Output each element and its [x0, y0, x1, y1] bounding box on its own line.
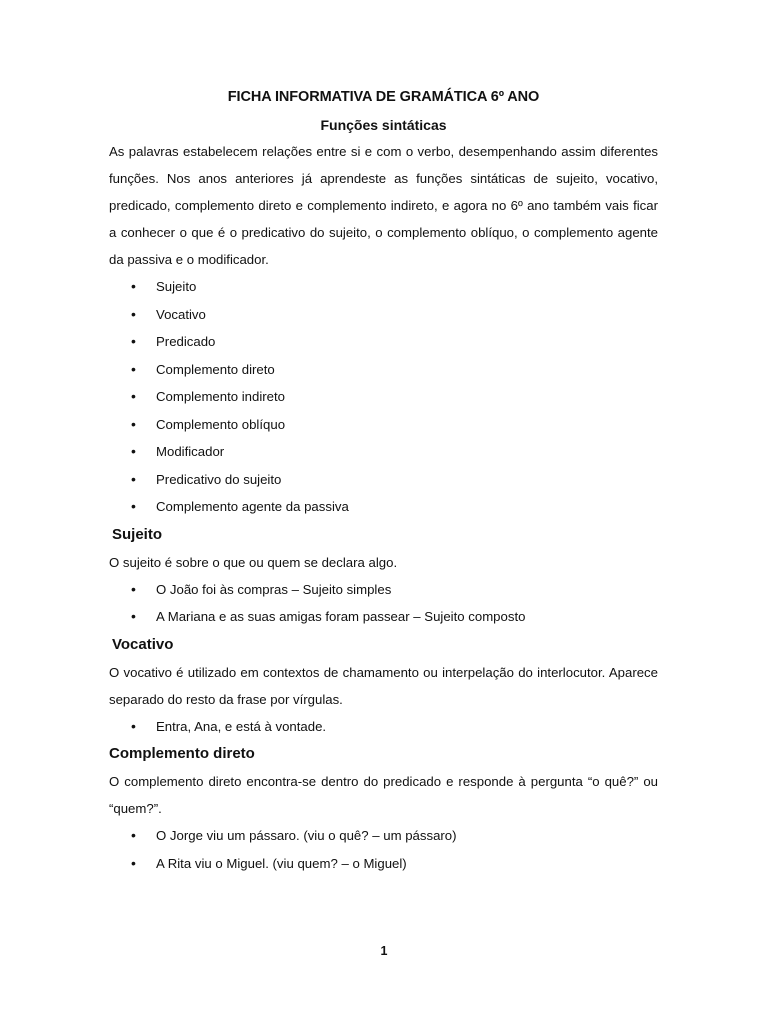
- list-item: • Sujeito: [109, 273, 658, 301]
- bullet-icon: •: [131, 388, 136, 404]
- list-item: • Complemento agente da passiva: [109, 493, 658, 521]
- complemento-direto-paragraph: O complemento direto encontra-se dentro do predicado e responde à pergunta “o quê?” ou “quem?”.: [109, 774, 658, 816]
- list-item: • A Rita viu o Miguel. (viu quem? – o Miguel): [109, 850, 658, 878]
- bullet-icon: •: [131, 443, 136, 459]
- intro-paragraph: As palavras estabelecem relações entre si e com o verbo, desempenhando assim diferentes funções. Nos anos anteriores já aprendeste as funções sintáticas de sujeito, vocativo, predicado, complemento direto e complemento indireto, e agora no 6º ano também vais ficar a conhecer o que é o predicativo do sujeito, o complemento oblíquo, o complemento agente da passiva e o modificador.: [109, 144, 658, 267]
- section-heading-complemento-direto: Complemento direto: [109, 745, 255, 762]
- section-heading-vocativo: Vocativo: [112, 635, 174, 653]
- list-item: • Modificador: [109, 438, 658, 466]
- bullet-icon: •: [131, 717, 136, 734]
- bullet-icon: •: [131, 278, 136, 294]
- complemento-direto-examples: [109, 822, 658, 877]
- page-number: 1: [380, 944, 388, 958]
- document-subtitle: Funções sintáticas: [320, 117, 447, 133]
- bullet-icon: •: [131, 415, 136, 432]
- list-item: • Complemento indireto: [109, 383, 658, 411]
- vocativo-paragraph: O vocativo é utilizado em contextos de chamamento ou interpelação do interlocutor. Aparece separado do resto da frase por vírgulas.: [109, 664, 658, 707]
- sujeito-examples: [109, 576, 658, 631]
- bullet-icon: •: [131, 827, 136, 843]
- list-item: • Predicado: [109, 328, 658, 356]
- document-title: FICHA INFORMATIVA DE GRAMÁTICA 6º ANO: [227, 89, 540, 105]
- sujeito-paragraph: O sujeito é sobre o que ou quem se declara algo.: [109, 554, 398, 570]
- vocativo-examples: [109, 713, 658, 741]
- section-heading-sujeito: Sujeito: [112, 525, 163, 543]
- functions-list: [109, 273, 658, 521]
- list-item: • Complemento oblíquo: [109, 411, 658, 439]
- bullet-icon: •: [131, 498, 136, 514]
- bullet-icon: •: [131, 470, 136, 487]
- bullet-icon: •: [131, 333, 136, 349]
- list-item: • A Mariana e as suas amigas foram passear – Sujeito composto: [109, 603, 658, 631]
- list-item: • Complemento direto: [109, 356, 658, 384]
- list-item: • O João foi às compras – Sujeito simples: [109, 576, 658, 604]
- list-item: • Entra, Ana, e está à vontade.: [109, 713, 658, 741]
- bullet-icon: •: [131, 305, 136, 322]
- bullet-icon: •: [131, 580, 136, 597]
- list-item: • Vocativo: [109, 301, 658, 329]
- list-item: • O Jorge viu um pássaro. (viu o quê? – um pássaro): [109, 822, 658, 850]
- list-item: • Predicativo do sujeito: [109, 466, 658, 494]
- bullet-icon: •: [131, 360, 136, 377]
- document-page: [109, 86, 658, 877]
- bullet-icon: •: [131, 608, 136, 624]
- bullet-icon: •: [131, 854, 136, 871]
